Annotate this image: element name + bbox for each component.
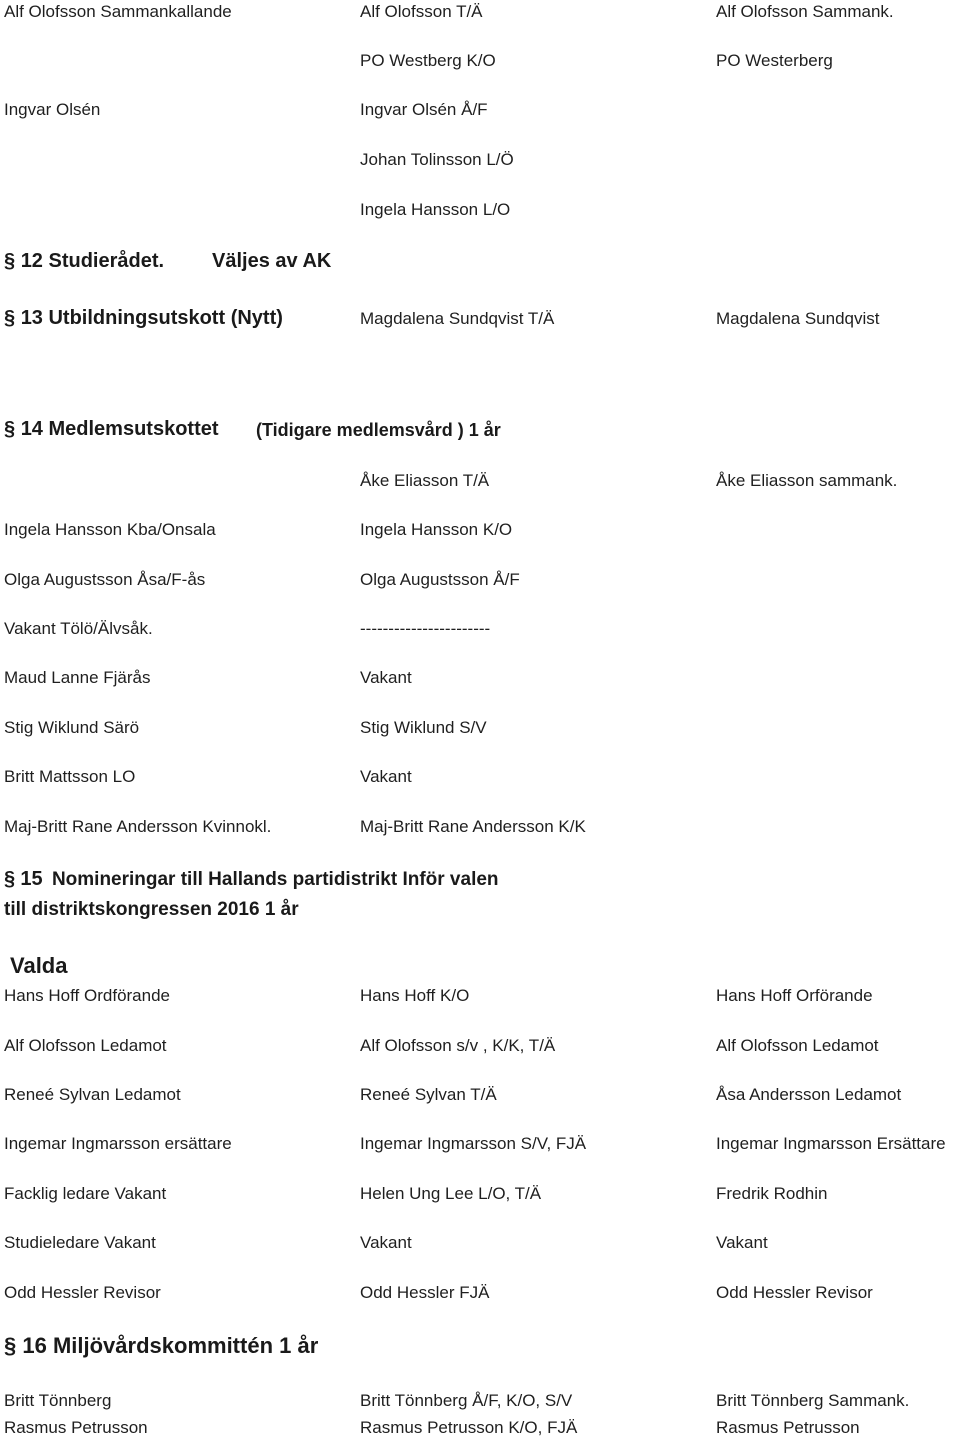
valda-heading: Valda	[10, 953, 68, 978]
s14-row6-col2: Vakant	[360, 767, 412, 786]
s14-row0-col3: Åke Eliasson sammank.	[716, 471, 898, 490]
section-13-col3: Magdalena Sundqvist	[716, 309, 880, 328]
s15-row5-col3: Vakant	[716, 1233, 768, 1252]
s15-row1-col2: Alf Olofsson s/v , K/K, T/Ä	[360, 1036, 556, 1055]
s15-row5-col1: Studieledare Vakant	[4, 1233, 156, 1252]
top-row1-col3: Alf Olofsson Sammank.	[716, 2, 894, 21]
s14-row3-col2: -----------------------	[360, 619, 491, 638]
s16-row0-col3: Britt Tönnberg Sammank.	[716, 1391, 910, 1410]
section-14-note: (Tidigare medlemsvård ) 1 år	[256, 420, 501, 440]
s14-row5-col1: Stig Wiklund Särö	[4, 718, 140, 737]
s15-row4-col2: Helen Ung Lee L/O, T/Ä	[360, 1184, 542, 1203]
section-15-heading	[4, 868, 499, 891]
s16-row0-col1: Britt Tönnberg	[4, 1391, 112, 1410]
s14-row4-col2: Vakant	[360, 668, 412, 687]
section-15-number: 15	[20, 868, 43, 890]
s14-row0-col2: Åke Eliasson T/Ä	[360, 471, 490, 490]
s14-row2-col1: Olga Augustsson Åsa/F-ås	[4, 570, 206, 589]
s16-row1-col2: Rasmus Petrusson K/O, FJÄ	[360, 1418, 578, 1437]
s15-row2-col3: Åsa Andersson Ledamot	[716, 1085, 902, 1104]
top-row3-col2: Ingvar Olsén Å/F	[360, 100, 488, 119]
s15-row6-col1: Odd Hessler Revisor	[4, 1283, 161, 1302]
s14-row6-col1: Britt Mattsson LO	[4, 767, 136, 786]
section-16-heading	[4, 1333, 318, 1359]
s15-row2-col1: Reneé Sylvan Ledamot	[4, 1085, 181, 1104]
s15-row0-col2: Hans Hoff K/O	[360, 986, 470, 1005]
s15-row3-col3: Ingemar Ingmarsson Ersättare	[716, 1134, 946, 1153]
s14-row4-col1: Maud Lanne Fjärås	[4, 668, 151, 687]
section-12-heading	[4, 249, 164, 273]
s15-row1-col1: Alf Olofsson Ledamot	[4, 1036, 167, 1055]
top-row2-col3: PO Westerberg	[716, 51, 833, 70]
top-row1-col2: Alf Olofsson T/Ä	[360, 2, 483, 21]
section-sign: §	[4, 1333, 17, 1358]
s15-row4-col3: Fredrik Rodhin	[716, 1184, 828, 1203]
s16-row1-col1: Rasmus Petrusson	[4, 1418, 148, 1437]
section-13-col2: Magdalena Sundqvist T/Ä	[360, 309, 555, 328]
s14-row7-col1: Maj-Britt Rane Andersson Kvinnokl.	[4, 817, 272, 836]
section-14-title: 14 Medlemsutskottet	[20, 418, 219, 440]
s15-row6-col2: Odd Hessler FJÄ	[360, 1283, 490, 1302]
s14-row1-col1: Ingela Hansson Kba/Onsala	[4, 520, 216, 539]
top-row4-col2: Johan Tolinsson L/Ö	[360, 150, 514, 169]
s15-row3-col2: Ingemar Ingmarsson S/V, FJÄ	[360, 1134, 587, 1153]
section-sign: §	[4, 418, 16, 440]
s15-row6-col3: Odd Hessler Revisor	[716, 1283, 873, 1302]
s15-row3-col1: Ingemar Ingmarsson ersättare	[4, 1134, 232, 1153]
top-row3-col1: Ingvar Olsén	[4, 100, 101, 119]
section-sign: §	[4, 868, 16, 890]
section-16-title: 16 Miljövårdskommittén 1 år	[22, 1333, 319, 1358]
section-12-note: Väljes av AK	[212, 250, 332, 272]
s15-row0-col3: Hans Hoff Orförande	[716, 986, 873, 1005]
section-14-heading	[4, 417, 219, 441]
section-13-heading	[4, 306, 283, 330]
s14-row3-col1: Vakant Tölö/Älvsåk.	[4, 619, 153, 638]
s15-row1-col3: Alf Olofsson Ledamot	[716, 1036, 879, 1055]
s14-row2-col2: Olga Augustsson Å/F	[360, 570, 520, 589]
s15-row0-col1: Hans Hoff Ordförande	[4, 986, 170, 1005]
section-13-title: 13 Utbildningsutskott (Nytt)	[20, 307, 283, 329]
s14-row1-col2: Ingela Hansson K/O	[360, 520, 513, 539]
top-row5-col2: Ingela Hansson L/O	[360, 200, 511, 219]
s14-row7-col2: Maj-Britt Rane Andersson K/K	[360, 817, 586, 836]
s16-row0-col2: Britt Tönnberg Å/F, K/O, S/V	[360, 1391, 573, 1410]
section-sign: §	[4, 307, 16, 329]
section-15-title-line1: Nomineringar till Hallands partidistrikt Inför valen	[51, 869, 499, 890]
section-sign: §	[4, 250, 16, 272]
s14-row5-col2: Stig Wiklund S/V	[360, 718, 487, 737]
top-row1-col1: Alf Olofsson Sammankallande	[4, 2, 232, 21]
section-15-title-line2: till distriktskongressen 2016 1 år	[4, 899, 299, 920]
section-12-title: 12 Studierådet.	[20, 250, 165, 272]
s15-row2-col2: Reneé Sylvan T/Ä	[360, 1085, 497, 1104]
s15-row5-col2: Vakant	[360, 1233, 412, 1252]
s15-row4-col1: Facklig ledare Vakant	[4, 1184, 167, 1203]
top-row2-col2: PO Westberg K/O	[360, 51, 496, 70]
s16-row1-col3: Rasmus Petrusson	[716, 1418, 860, 1437]
